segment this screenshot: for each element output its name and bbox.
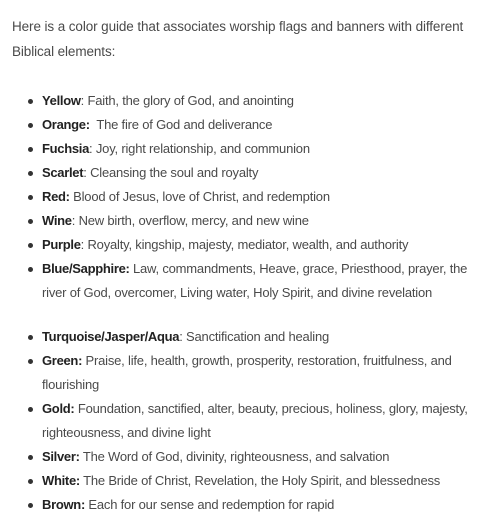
bullet-dot — [28, 455, 33, 460]
color-guide-list — [12, 89, 490, 305]
list-item-blue-sapphire — [12, 257, 490, 305]
list-item-turquoise-jasper-aqua — [12, 325, 490, 349]
color-meaning: Blood of Jesus, love of Christ, and redemption — [73, 189, 330, 204]
color-meaning: Law, commandments, Heave, grace, Priesthood, prayer, the river of God, overcomer, Living water, Holy Spirit, and divine revelation — [42, 261, 468, 300]
color-term: Brown: — [42, 497, 85, 512]
color-meaning: Foundation, sanctified, alter, beauty, precious, holiness, glory, majesty, righteousness, and divine light — [42, 401, 468, 440]
color-term: Silver: — [42, 449, 80, 464]
color-guide-list-continued — [12, 325, 490, 517]
intro-paragraph: Here is a color guide that associates worship flags and banners with different Biblical elements: — [12, 19, 464, 59]
bullet-dot — [28, 479, 33, 484]
color-meaning: Faith, the glory of God, and anointing — [87, 93, 294, 108]
color-meaning: Praise, life, health, growth, prosperity, restoration, fruitfulness, and flourishing — [42, 353, 452, 392]
bullet-dot — [28, 407, 33, 412]
list-item-purple — [12, 233, 490, 257]
bullet-dot — [28, 359, 33, 364]
bullet-dot — [28, 243, 33, 248]
color-meaning: Joy, right relationship, and communion — [95, 141, 310, 156]
article-content — [12, 14, 490, 517]
term-separator: : — [83, 165, 91, 180]
color-meaning: Cleansing the soul and royalty — [90, 165, 259, 180]
bullet-dot — [28, 195, 33, 200]
list-item-orange — [12, 113, 490, 137]
bullet-dot — [28, 99, 33, 104]
list-item-gold — [12, 397, 490, 445]
list-item-fuchsia — [12, 137, 490, 161]
term-separator: : — [71, 213, 79, 228]
color-term: White: — [42, 473, 80, 488]
color-term: Fuchsia — [42, 141, 90, 156]
term-separator: : — [80, 237, 88, 252]
bullet-dot — [28, 503, 33, 508]
color-meaning: New birth, overflow, mercy, and new wine — [78, 213, 309, 228]
color-meaning: Each for our sense and redemption for rapid — [88, 497, 335, 512]
list-item-wine — [12, 209, 490, 233]
bullet-dot — [28, 219, 33, 224]
color-term: Wine — [42, 213, 72, 228]
color-term: Scarlet — [42, 165, 84, 180]
bullet-dot — [28, 147, 33, 152]
color-term: Blue/Sapphire: — [42, 261, 130, 276]
list-item-green — [12, 349, 490, 397]
list-item-scarlet — [12, 161, 490, 185]
list-item-white — [12, 469, 490, 493]
list-item-silver — [12, 445, 490, 469]
bullet-dot — [28, 335, 33, 340]
list-item-red — [12, 185, 490, 209]
color-meaning: Royalty, kingship, majesty, mediator, wealth, and authority — [87, 237, 409, 252]
term-separator: : — [80, 93, 88, 108]
color-term: Yellow — [42, 93, 81, 108]
term-separator: : — [179, 329, 187, 344]
list-item-yellow — [12, 89, 490, 113]
color-term: Red: — [42, 189, 70, 204]
color-term: Green: — [42, 353, 83, 368]
color-term: Orange: — [42, 117, 90, 132]
color-term: Gold: — [42, 401, 75, 416]
color-meaning: The Bride of Christ, Revelation, the Holy Spirit, and blessedness — [83, 473, 441, 488]
color-term: Turquoise/Jasper/Aqua — [42, 329, 180, 344]
list-item-brown — [12, 493, 490, 517]
term-separator: : — [89, 141, 96, 156]
bullet-dot — [28, 123, 33, 128]
color-meaning: The fire of God and deliverance — [96, 117, 273, 132]
color-meaning: Sanctification and healing — [186, 329, 330, 344]
bullet-dot — [28, 267, 33, 272]
bullet-dot — [28, 171, 33, 176]
color-term: Purple — [42, 237, 81, 252]
color-meaning: The Word of God, divinity, righteousness, and salvation — [82, 449, 390, 464]
